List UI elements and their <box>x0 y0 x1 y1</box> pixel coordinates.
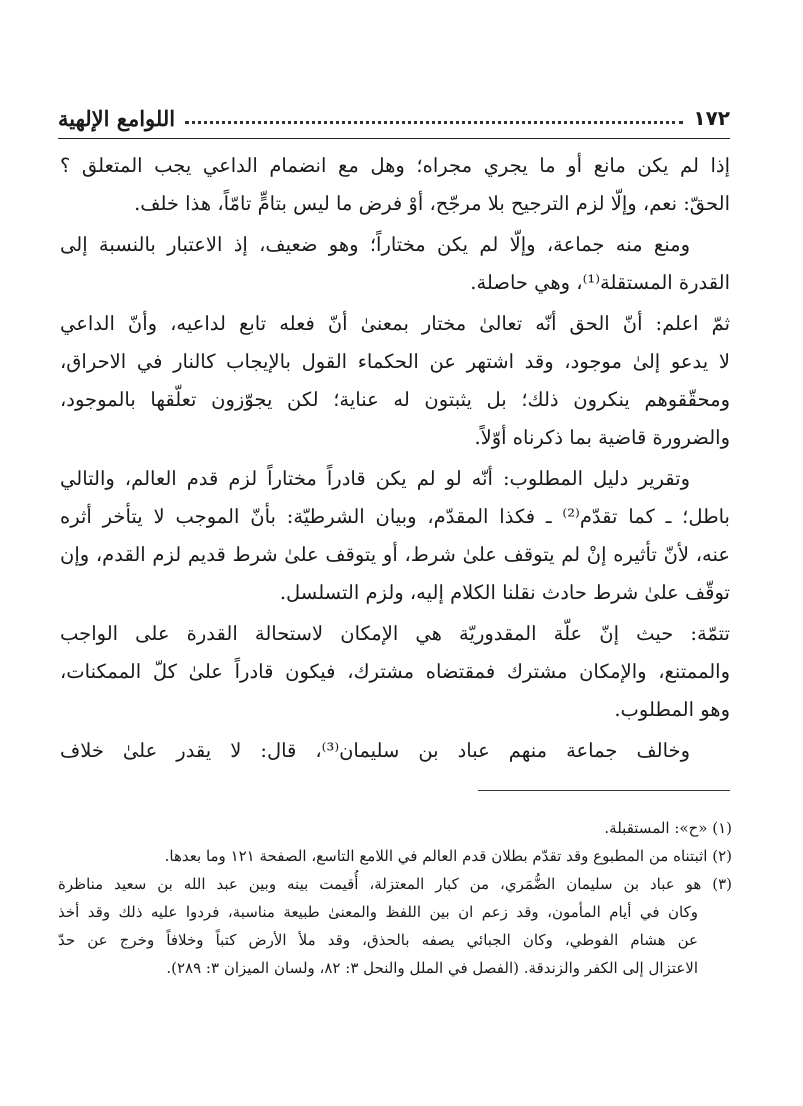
main-text <box>60 147 730 770</box>
running-title: اللوامع الإلهية <box>58 105 176 131</box>
text-line: وتقرير دليل المطلوب: أنّه لو لم يكن قادراً مختاراً لزم قدم العالم، والتالي <box>60 467 690 490</box>
text-line: القدرة المستقلة⁽¹⁾، وهي حاصلة. <box>470 271 730 294</box>
text-line: والممتنع، والإمكان مشترك فمقتضاه مشترك، فيكون قادراً علىٰ كلّ الممكنات، <box>60 660 730 683</box>
page-header <box>58 98 730 139</box>
text-line: عنه، لأنّ تأثيره إنْ لم يتوقف علىٰ شرط، أو يتوقف علىٰ شرط قديم لزم القدم، وإن <box>60 543 730 566</box>
footnote: (٣) هو عباد بن سليمان الضُّمَري، من كبار المعتزلة، أُقيمت بينه وبين عبد الله بن سعيد مناظرة <box>58 875 732 893</box>
text-line: إذا لم يكن مانع أو ما يجري مجراه؛ وهل مع انضمام الداعي يجب المتعلق ؟ <box>60 154 730 177</box>
text-line: ثمّ اعلم: أنّ الحق أنّه تعالىٰ مختار بمعنىٰ أنّ فعله تابع لداعيه، وأنّ الداعي <box>60 312 730 335</box>
text-line: ومحقّقوهم ينكرون ذلك؛ بل يثبتون له عناية؛ لكن يجوّزون تعلّقها بالموجود، <box>60 388 730 411</box>
text-line: وخالف جماعة منهم عباد بن سليمان⁽³⁾، قال: لا يقدر علىٰ خلاف <box>60 739 691 762</box>
text-line: الحقّ: نعم، وإلّا لزم الترجيح بلا مرجّح، أوْ فرض ما ليس بتامٍّ تامّاً، هذا خلف. <box>134 192 730 215</box>
text-line: باطل؛ ـ كما تقدّم⁽²⁾ ـ فكذا المقدّم، وبيان الشرطيّة: بأنّ الموجب لا يتأخر أثره <box>60 505 730 528</box>
text-line: ومنع منه جماعة، وإلّا لم يكن مختاراً؛ وهو ضعيف، إذ الاعتبار بالنسبة إلى <box>60 233 690 256</box>
text-line: لا يدعو إلىٰ موجود، وقد اشتهر عن الحكماء القول بالإيجاب كالنار في الاحراق، <box>60 350 730 373</box>
footnote-continuation: وكان في أيام المأمون، وقد زعم ان بين اللفظ والمعنىٰ طبيعة مناسبة، فردوا عليه ذلك وقد أخذ <box>58 903 698 921</box>
footnote-separator <box>478 790 730 791</box>
text-line: تتمّة: حيث إنّ علّة المقدوريّة هي الإمكان لاستحالة القدرة على الواجب <box>60 622 730 645</box>
text-line: والضرورة قاضية بما ذكرناه أوّلاً. <box>474 426 730 449</box>
footnote-continuation: الاعتزال إلى الكفر والزندقة. (الفصل في الملل والنحل ٣: ٨٢، ولسان الميزان ٣: ٢٨٩). <box>166 959 698 977</box>
page-number: ١٧٢ <box>693 106 730 130</box>
footnote: (١) «ح»: المستقبلة. <box>604 819 732 837</box>
text-line: توقّف علىٰ شرط حادث نقلنا الكلام إليه، ولزم التسلسل. <box>279 581 730 604</box>
footnote-continuation: عن هشام الفوطي، وكان الجبائي يصفه بالحذق، وقد ملأ الأرض كتباً وخلافاً وخرج عن حدّ <box>58 931 698 949</box>
footnotes <box>58 814 732 982</box>
footnote: (٢) اثبتناه من المطبوع وقد تقدّم بطلان قدم العالم في اللامع التاسع، الصفحة ١٢١ وما بعدها. <box>164 847 732 865</box>
text-line: وهو المطلوب. <box>614 698 730 721</box>
header-leader-dots <box>185 121 683 124</box>
